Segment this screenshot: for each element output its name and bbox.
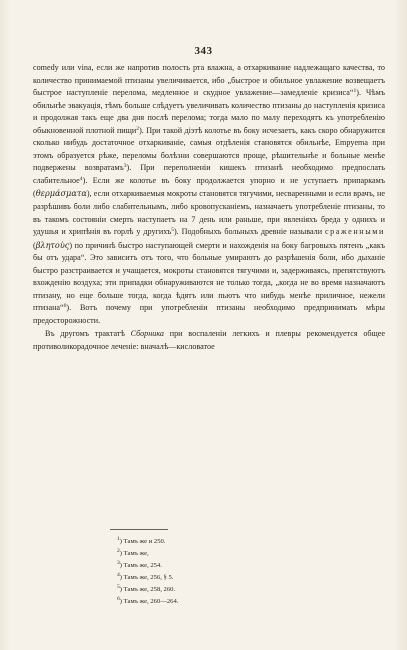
text-run: . При переполненіи кишекъ птизанѣ необходимо предпослать слабительное xyxy=(33,163,385,185)
footnote-mark: 1 xyxy=(117,536,120,542)
footnote-text: Тамъ же, 254. xyxy=(123,561,162,569)
footnote: $^3$) Тамъ же, 254. xyxy=(117,559,162,569)
text-run: . Если же колотье въ боку продолжается упорно и не уступаетъ припаркамъ ( xyxy=(33,175,385,199)
text-run: . Вотъ почему при употребленіи птизаны необходимо предпринимать мѣры предосторожности. xyxy=(33,303,385,325)
text-run: . Подобныхъ больныхъ древніе называли xyxy=(176,227,325,237)
footnote: $^6$) Тамъ же, 260—264. xyxy=(117,595,179,605)
text-run: ), если отхаркиваемыя мокроты становятся тягучими, несваренными и если врачъ, не разрѣшивъ боли либо слабительнымъ, либо кровопусканіемъ, назначаетъ употребленіе птизаны, то въ такомъ состояніи смерть наступаетъ на 7 день или раньше, при явленіяхъ бреда у однихъ и удушья и хрипѣнія въ горлѣ у другихъ xyxy=(33,189,385,237)
paragraph-1: comedy или vina, если же напротив полость рта влажна, а отхаркивание надлежащаго качества, то количество принимаемой птизаны увеличивается, ибо „быстрое и обильное увлажение возвещаетъ быстрое наступленіе перелома, медленное и скудное увлажение—замедленіе кризиса“$^1$). Чѣмъ обильнѣе эвакуація, тѣмъ больше слѣдуетъ увеличивать количество птизаны до наступленія кризиса и продолжая такъ еще два дня послѣ перелома; тогда мало по малу переходятъ къ употребленію обыкновенной плотной пищи$^2$). При такой діэтѣ колотье въ боку исчезаетъ, какъ скоро обнаружится сколько нибудь достаточное отхаркиваніе, самыя отдѣленія становятся обильнѣе, Empyema при этомъ образуется рѣже, переломы болѣзни совершаются проще, рѣшительнѣе и больные менѣе подвержены возвратамъ$^3$). При переполненіи кишекъ птизанѣ необходимо предпослать слабительное$^4$). Если же колотье въ боку продолжается упорно и не уступаетъ припаркамъ (θερμάσματα), если отхаркиваемыя мокроты становятся тягучими, несваренными и если врачъ, не разрѣшивъ боли либо слабительнымъ, либо кровопусканіемъ, назначаетъ употребленіе птизаны, то въ такомъ состояніи смерть наступаетъ на 7 день или раньше, при явленіяхъ бреда у однихъ и удушья и хрипѣнія въ горлѣ у другихъ$^5$). Подобныхъ больныхъ древніе называли сраженными (βλητοὺς) по причинѣ быстро наступающей смерти и нахожденія на боку багровыхъ пятенъ „какъ бы отъ удара“. Это зависитъ отъ того, что больные умираютъ до разрѣшенія боли, ибо дыханіе быстро разстраивается и учащается, мокроты становятся тягучими и, задерживаясь, препятствуютъ вхожденію воздуха; эти припадки обнаруживаются не только тогда, „когда не во время назначаютъ птизану, но еще больше тогда, когда ѣдятъ или пьютъ что нибудь менѣе приличное, нежели птизана“$^6$). Вотъ почему при употребленіи птизаны необходимо предпринимать мѣры предосторожности. xyxy=(33,63,385,325)
footnote-mark: 6 xyxy=(117,595,120,602)
footnote-mark: 5 xyxy=(117,583,120,590)
footnote-text: Тамъ же, 258, 260. xyxy=(123,585,176,593)
footnote-ref: 4 xyxy=(79,175,83,182)
footnote: $^4$) Тамъ же, 256, § 5. xyxy=(117,571,174,581)
spaced-term: сраженными xyxy=(324,227,385,237)
footnote-ref: 5 xyxy=(171,227,174,234)
footnote-ref: 3 xyxy=(123,163,127,170)
footnote-ref: 2 xyxy=(136,125,140,132)
greek-term: βλητοὺς xyxy=(35,239,70,250)
italic-term: Сборника xyxy=(130,329,164,339)
footnote: $^2$) Тамъ же, xyxy=(117,547,149,557)
footnote-mark: 2 xyxy=(117,547,120,554)
footnote-text: Тамъ же, xyxy=(123,549,149,557)
text-run: Въ другомъ трактатѣ xyxy=(45,329,131,339)
text-run: ( xyxy=(33,240,36,250)
footnote-separator xyxy=(110,529,168,530)
page-number: 343 xyxy=(194,45,213,57)
greek-term: θερμάσματα xyxy=(35,188,87,199)
footnote-text: Тамъ же и 250. xyxy=(123,538,166,545)
footnote-text: Тамъ же, 256, § 5. xyxy=(123,573,174,581)
footnote-mark: 4 xyxy=(117,571,120,578)
footnote: $^5$) Тамъ же, 258, 260. xyxy=(117,583,176,593)
footnote-ref: 6 xyxy=(63,303,67,310)
text-run: . При такой діэтѣ колотье въ боку исчезаетъ, какъ скоро обнаружится сколько нибудь достаточное отхаркиваніе, самыя отдѣленія становятся обильнѣе, Empyema при этомъ образуется рѣже, переломы болѣзни совершаются проще, рѣшительнѣе и больные менѣе подвержены возвратамъ xyxy=(33,125,385,173)
footnote-text: Тамъ же, 260—264. xyxy=(123,597,179,605)
text-run: comedy или vina, если же напротив полость рта влажна, а отхаркивание надлежащаго качества, то количество принимаемой птизаны увеличивается, ибо „быстрое и обильное увлажение возвещаетъ быстрое наступленіе перелома, медленное и скудное увлажение—замедленіе кризиса“ xyxy=(33,63,385,98)
footnote: $^1$) Тамъ же и 250. xyxy=(117,536,166,545)
paragraph-2 xyxy=(33,328,385,353)
footnote-mark: 3 xyxy=(117,559,120,566)
text-run: при воспаленіи легкихъ и плевры рекомендуется общее противоликорадочное леченіе: вначалѣ—кисловатое xyxy=(33,329,385,352)
main-text xyxy=(33,62,385,354)
footnotes xyxy=(117,536,317,607)
footnote-ref: 1 xyxy=(353,88,357,95)
text-run: . Чѣмъ обильнѣе эвакуація, тѣмъ больше слѣдуетъ увеличивать количество птизаны до наступленія кризиса и продолжая такъ еще два дня послѣ перелома; тогда мало по малу переходятъ къ употребленію обыкновенной плотной пищи xyxy=(33,88,385,135)
text-run: ) по причинѣ быстро наступающей смерти и нахожденія на боку багровыхъ пятенъ „какъ бы отъ удара“. Это зависитъ отъ того, что больные умираютъ до разрѣшенія боли, ибо дыханіе быстро разстраивается и учащается, мокроты становятся тягучими и, задерживаясь, препятствуютъ вхожденію воздуха; эти припадки обнаруживаются не только тогда, „когда не во время назначаютъ птизану, но еще больше тогда, когда ѣдятъ или пьютъ что нибудь менѣе приличное, нежели птизана“ xyxy=(33,240,385,313)
